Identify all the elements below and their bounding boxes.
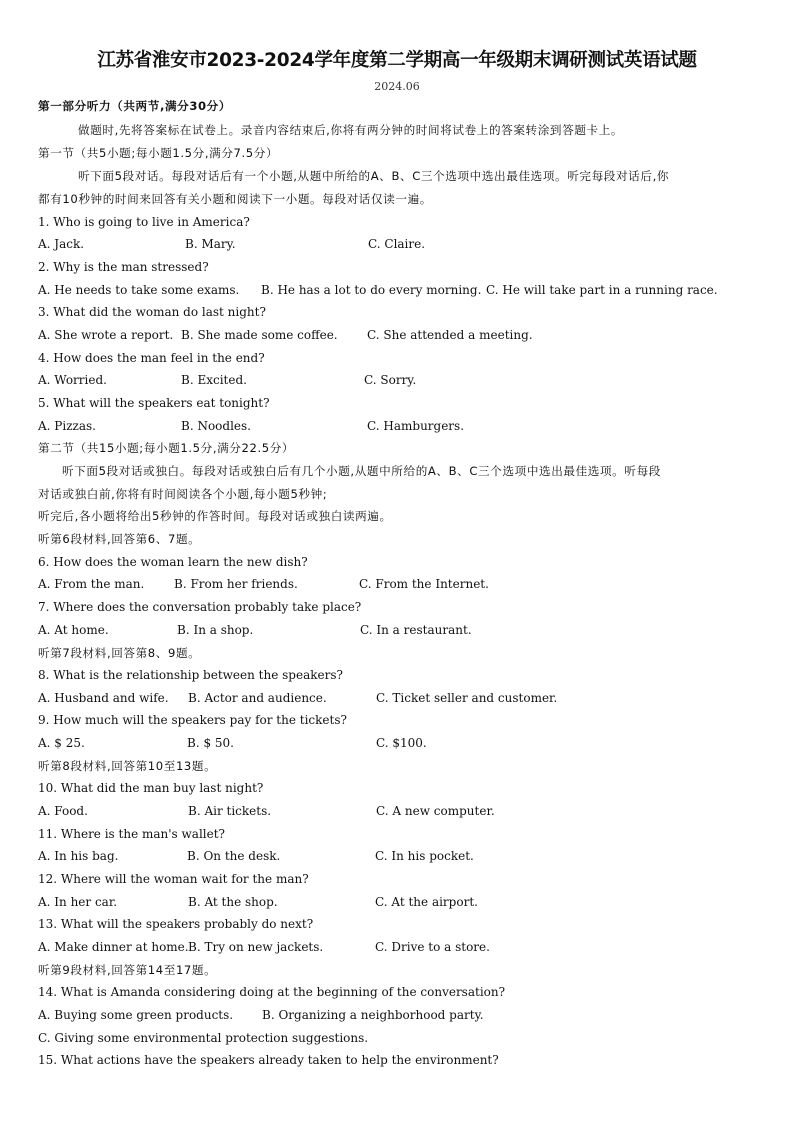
option-b: B. At the shop. [188, 895, 278, 909]
option-b: B. Mary. [185, 237, 236, 251]
material-9-note: 听第9段材料,回答第14至17题。 [38, 963, 217, 977]
question-options [38, 803, 758, 819]
option-c: C. A new computer. [376, 804, 495, 818]
option-b: B. On the desk. [187, 849, 281, 863]
question-options [38, 576, 758, 592]
option-a: A. Buying some green products. [38, 1008, 234, 1022]
section2-instruction-line3: 听完后,各小题将给出5秒钟的作答时间。每段对话或独白读两遍。 [38, 509, 392, 523]
option-c: C. Drive to a store. [375, 940, 490, 954]
option-a: A. Jack. [38, 237, 85, 251]
option-b: B. Organizing a neighborhood party. [262, 1008, 484, 1022]
question-options [38, 236, 758, 252]
question-options [38, 418, 758, 434]
option-a: A. $ 25. [38, 736, 85, 750]
option-b: B. Actor and audience. [188, 691, 327, 705]
option-b: B. Try on new jackets. [188, 940, 324, 954]
question-options [38, 1007, 758, 1023]
option-c: C. She attended a meeting. [367, 328, 533, 342]
question-stem: 4. How does the man feel in the end? [38, 351, 265, 365]
question-stem: 11. Where is the man's wallet? [38, 827, 225, 841]
question-options [38, 327, 758, 343]
option-c: C. From the Internet. [359, 577, 489, 591]
question-options [38, 894, 758, 910]
option-a: A. From the man. [38, 577, 145, 591]
question-stem: 6. How does the woman learn the new dish? [38, 555, 308, 569]
section2-instruction-line2: 对话或独白前,你将有时间阅读各个小题,每小题5秒钟; [38, 487, 328, 501]
option-b: B. Excited. [181, 373, 247, 387]
question-options [38, 735, 758, 751]
option-a: A. Make dinner at home. [38, 940, 189, 954]
question-stem: 5. What will the speakers eat tonight? [38, 396, 270, 410]
option-c: C. He will take part in a running race. [486, 283, 718, 297]
question-options [38, 848, 758, 864]
section1-heading: 第一节（共5小题;每小题1.5分,满分7.5分） [38, 146, 279, 160]
option-a: A. She wrote a report. [38, 328, 174, 342]
question-options [38, 939, 758, 955]
option-a: A. In his bag. [38, 849, 119, 863]
option-a: A. At home. [38, 623, 109, 637]
option-c: C. Hamburgers. [367, 419, 465, 433]
question-stem: 13. What will the speakers probably do next? [38, 917, 314, 931]
question-stem: 14. What is Amanda considering doing at the beginning of the conversation? [38, 985, 506, 999]
option-b: B. $ 50. [187, 736, 234, 750]
section1-instruction-line1: 听下面5段对话。每段对话后有一个小题,从题中所给的A、B、C三个选项中选出最佳选项。听完每段对话后,你 [78, 169, 670, 183]
part1-heading: 第一部分听力（共两节,满分30分） [38, 99, 232, 113]
option-c: C. $100. [376, 736, 427, 750]
material-6-note: 听第6段材料,回答第6、7题。 [38, 532, 201, 546]
question-options [38, 690, 758, 706]
question-stem: 7. Where does the conversation probably take place? [38, 600, 362, 614]
question-options [38, 282, 758, 298]
option-c: C. In his pocket. [375, 849, 474, 863]
option-b: B. He has a lot to do every morning. [261, 283, 482, 297]
page-title: 江苏省淮安市2023-2024学年度第二学期高一年级期末调研测试英语试题 [97, 50, 697, 71]
question-stem: 15. What actions have the speakers already taken to help the environment? [38, 1053, 499, 1067]
option-a: A. Pizzas. [38, 419, 96, 433]
option-c: C. At the airport. [375, 895, 478, 909]
section2-instruction-line1: 听下面5段对话或独白。每段对话或独白后有几个小题,从题中所给的A、B、C三个选项中选出最佳选项。听每段 [62, 464, 661, 478]
exam-date: 2024.06 [374, 80, 420, 93]
question-stem: 8. What is the relationship between the speakers? [38, 668, 343, 682]
option-b: B. In a shop. [177, 623, 254, 637]
question-stem: 3. What did the woman do last night? [38, 305, 266, 319]
question-options [38, 622, 758, 638]
option-a: A. Husband and wife. [38, 691, 169, 705]
option-a: A. Food. [38, 804, 88, 818]
question-stem: 2. Why is the man stressed? [38, 260, 209, 274]
option-b: B. From her friends. [174, 577, 298, 591]
option-b: B. Noodles. [181, 419, 251, 433]
question-stem: 9. How much will the speakers pay for the tickets? [38, 713, 347, 727]
option-b: B. She made some coffee. [181, 328, 338, 342]
option-c: C. Claire. [368, 237, 426, 251]
option-a: A. In her car. [38, 895, 118, 909]
option-a: A. Worried. [38, 373, 107, 387]
question-stem: 10. What did the man buy last night? [38, 781, 264, 795]
question-stem: 1. Who is going to live in America? [38, 215, 250, 229]
option-a: A. He needs to take some exams. [38, 283, 240, 297]
section1-instruction-line2: 都有10秒钟的时间来回答有关小题和阅读下一小题。每段对话仅读一遍。 [38, 192, 432, 206]
option-c: C. Sorry. [364, 373, 417, 387]
material-8-note: 听第8段材料,回答第10至13题。 [38, 759, 217, 773]
question-stem: 12. Where will the woman wait for the man? [38, 872, 309, 886]
part1-intro: 做题时,先将答案标在试卷上。录音内容结束后,你将有两分钟的时间将试卷上的答案转涂到答题卡上。 [78, 123, 624, 137]
material-7-note: 听第7段材料,回答第8、9题。 [38, 646, 201, 660]
option-c: C. In a restaurant. [360, 623, 472, 637]
option-b: B. Air tickets. [188, 804, 272, 818]
option-c: C. Ticket seller and customer. [376, 691, 558, 705]
option-c: C. Giving some environmental protection suggestions. [38, 1031, 369, 1045]
question-options [38, 372, 758, 388]
section2-heading: 第二节（共15小题;每小题1.5分,满分22.5分） [38, 441, 295, 455]
